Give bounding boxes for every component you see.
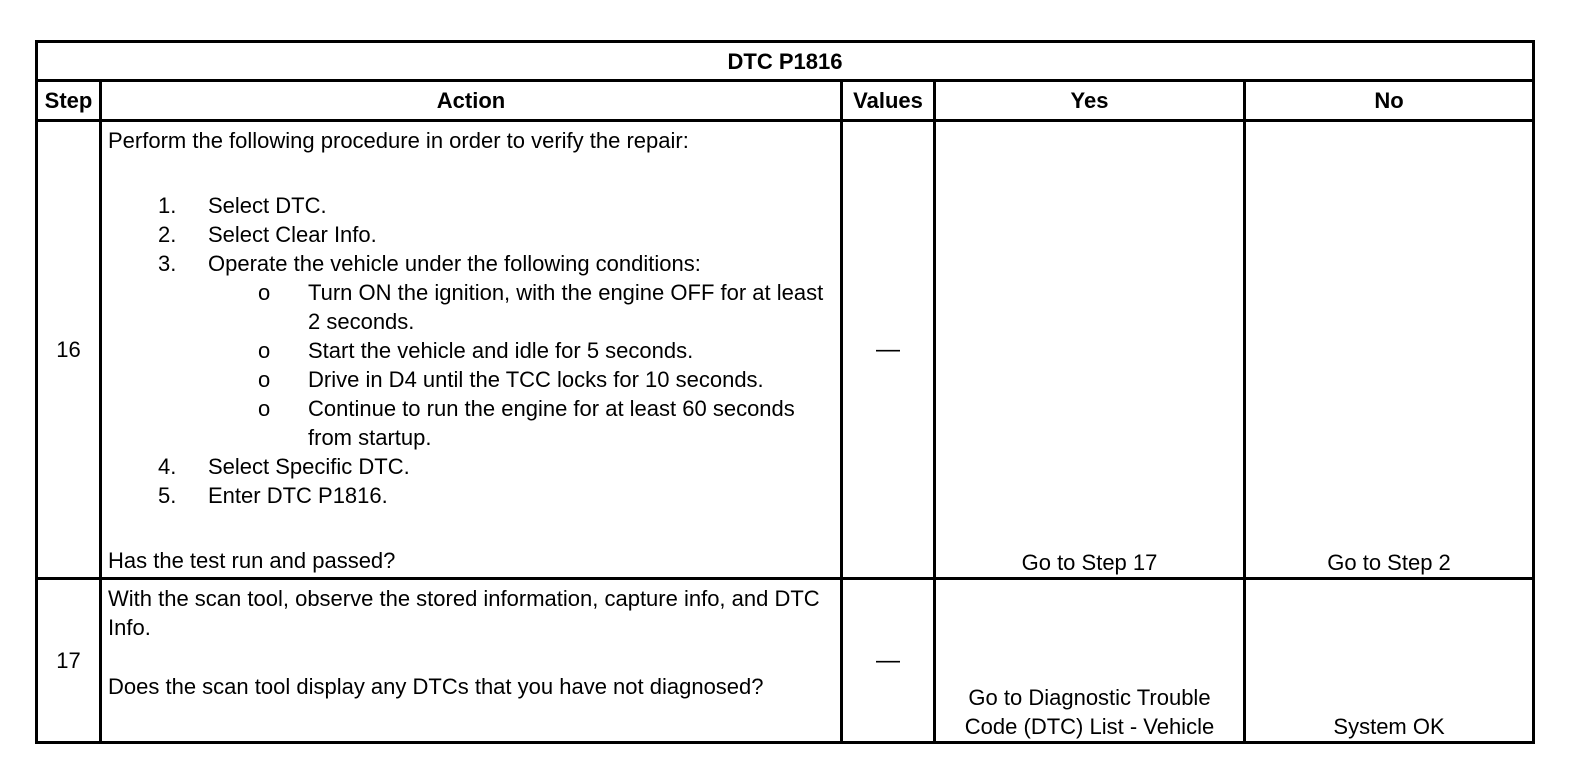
sub-list-item <box>208 278 834 336</box>
bullet-icon: o <box>258 338 271 363</box>
list-number: 4. <box>158 454 177 479</box>
yes-link[interactable]: Go to Step 17 <box>935 121 1245 579</box>
action-intro: With the scan tool, observe the stored information, capture info, and DTC Info. <box>108 586 820 640</box>
step-number: 17 <box>37 579 101 743</box>
list-text: Operate the vehicle under the following conditions: <box>208 251 701 276</box>
sub-list-item <box>208 336 834 365</box>
values-cell: — <box>842 121 935 579</box>
list-number: 2. <box>158 222 177 247</box>
yes-link[interactable]: Go to Diagnostic Trouble Code (DTC) List - Vehicle <box>935 579 1245 743</box>
action-cell <box>101 121 842 579</box>
header-step: Step <box>37 81 101 121</box>
sub-list-text: Continue to run the engine for at least 60 seconds from startup. <box>308 396 795 450</box>
sub-list-item <box>208 394 834 452</box>
bullet-icon: o <box>258 367 271 392</box>
table-row-step-16 <box>37 121 1534 579</box>
list-item <box>108 249 834 452</box>
list-text: Enter DTC P1816. <box>208 483 388 508</box>
header-values: Values <box>842 81 935 121</box>
dtc-table <box>35 40 1535 744</box>
action-question: Does the scan tool display any DTCs that you have not diagnosed? <box>108 674 764 699</box>
bullet-icon: o <box>258 280 271 305</box>
procedure-list <box>108 191 834 510</box>
sub-list-text: Drive in D4 until the TCC locks for 10 seconds. <box>308 367 764 392</box>
values-cell: — <box>842 579 935 743</box>
action-intro: Perform the following procedure in order to verify the repair: <box>108 128 689 153</box>
list-item <box>108 220 834 249</box>
step-number: 16 <box>37 121 101 579</box>
list-number: 5. <box>158 483 177 508</box>
action-cell <box>101 579 842 743</box>
table-row-step-17 <box>37 579 1534 743</box>
header-row <box>37 81 1534 121</box>
list-text: Select Specific DTC. <box>208 454 410 479</box>
conditions-list <box>208 278 834 452</box>
bullet-icon: o <box>258 396 271 421</box>
no-link[interactable]: Go to Step 2 <box>1245 121 1534 579</box>
action-question: Has the test run and passed? <box>108 548 396 573</box>
list-number: 1. <box>158 193 177 218</box>
sub-list-item <box>208 365 834 394</box>
list-item <box>108 191 834 220</box>
sub-list-text: Turn ON the ignition, with the engine OFF for at least 2 seconds. <box>308 280 824 334</box>
header-yes: Yes <box>935 81 1245 121</box>
list-number: 3. <box>158 251 177 276</box>
header-action: Action <box>101 81 842 121</box>
table-title: DTC P1816 <box>37 42 1534 81</box>
list-text: Select Clear Info. <box>208 222 377 247</box>
title-row <box>37 42 1534 81</box>
list-item <box>108 481 834 510</box>
header-no: No <box>1245 81 1534 121</box>
list-text: Select DTC. <box>208 193 327 218</box>
list-item <box>108 452 834 481</box>
no-link[interactable]: System OK <box>1245 579 1534 743</box>
sub-list-text: Start the vehicle and idle for 5 seconds. <box>308 338 694 363</box>
